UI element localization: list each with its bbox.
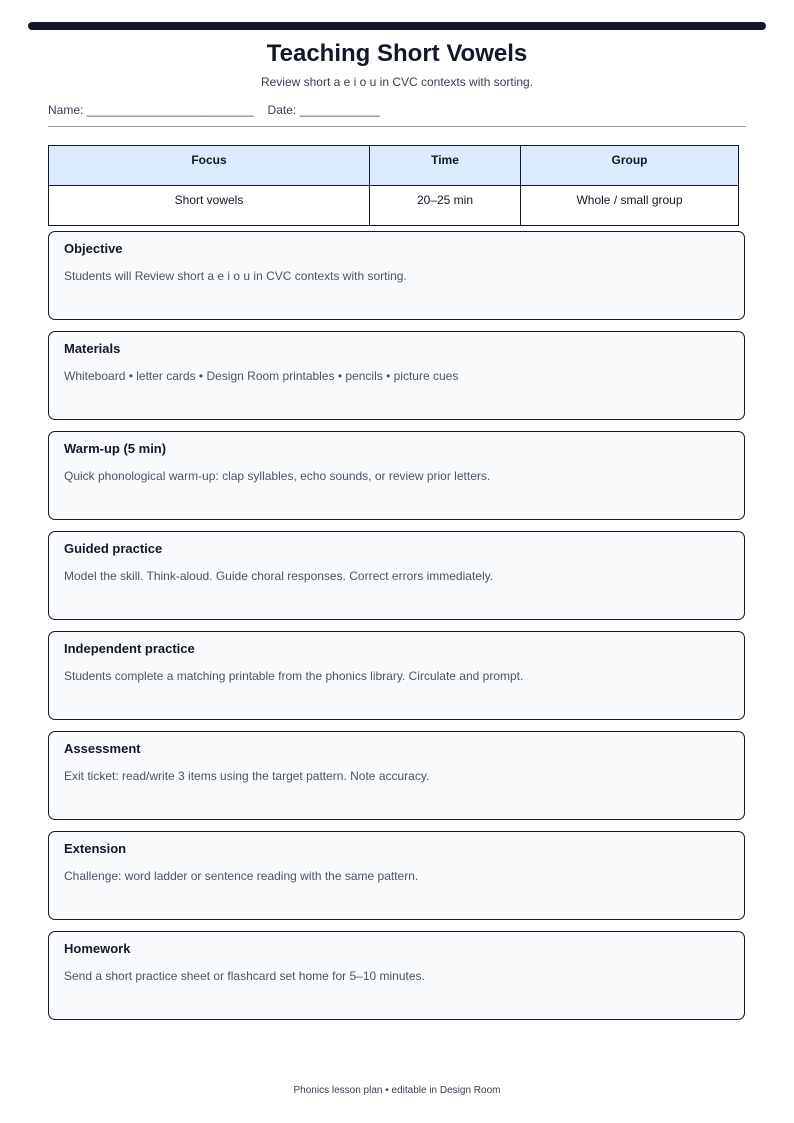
section-heading: Independent practice [64,641,195,656]
section-body: Quick phonological warm-up: clap syllables, echo sounds, or review prior letters. [64,469,491,483]
page-title: Teaching Short Vowels [266,40,528,67]
section-objective [48,231,745,320]
section-independent-practice [48,631,745,720]
header-divider [48,126,746,127]
section-heading: Materials [64,341,121,356]
header-time: Time [370,146,521,186]
section-homework [48,931,745,1020]
section-warm-up [48,431,745,520]
table-row [49,186,739,226]
section-assessment [48,731,745,820]
section-body: Whiteboard • letter cards • Design Room printables • pencils • picture cues [64,369,459,383]
cell-group: Whole / small group [521,186,739,226]
page-subtitle: Review short a e i o u in CVC contexts with sorting. [260,75,534,89]
section-heading: Assessment [64,741,141,756]
top-accent-bar [28,22,766,30]
section-heading: Guided practice [64,541,163,556]
section-body: Students complete a matching printable from the phonics library. Circulate and prompt. [64,669,524,683]
section-guided-practice [48,531,745,620]
lesson-info-table [48,145,739,226]
date-field[interactable]: Date: ____________ [267,103,380,117]
section-body: Exit ticket: read/write 3 items using the target pattern. Note accuracy. [64,769,430,783]
name-field[interactable]: Name: _________________________ [48,103,254,117]
section-materials [48,331,745,420]
cell-time: 20–25 min [370,186,521,226]
section-extension [48,831,745,920]
section-body: Model the skill. Think-aloud. Guide choral responses. Correct errors immediately. [64,569,494,583]
section-body: Challenge: word ladder or sentence reading with the same pattern. [64,869,419,883]
section-heading: Extension [64,841,127,856]
section-heading: Objective [64,241,123,256]
header-focus: Focus [49,146,370,186]
table-header-row [49,146,739,186]
section-body: Send a short practice sheet or flashcard set home for 5–10 minutes. [64,969,425,983]
page-footer: Phonics lesson plan • editable in Design Room [293,1085,501,1096]
section-heading: Homework [64,941,131,956]
name-date-line [48,103,380,117]
section-heading: Warm-up (5 min) [64,441,167,456]
section-body: Students will Review short a e i o u in CVC contexts with sorting. [64,269,407,283]
cell-focus: Short vowels [49,186,370,226]
header-group: Group [521,146,739,186]
